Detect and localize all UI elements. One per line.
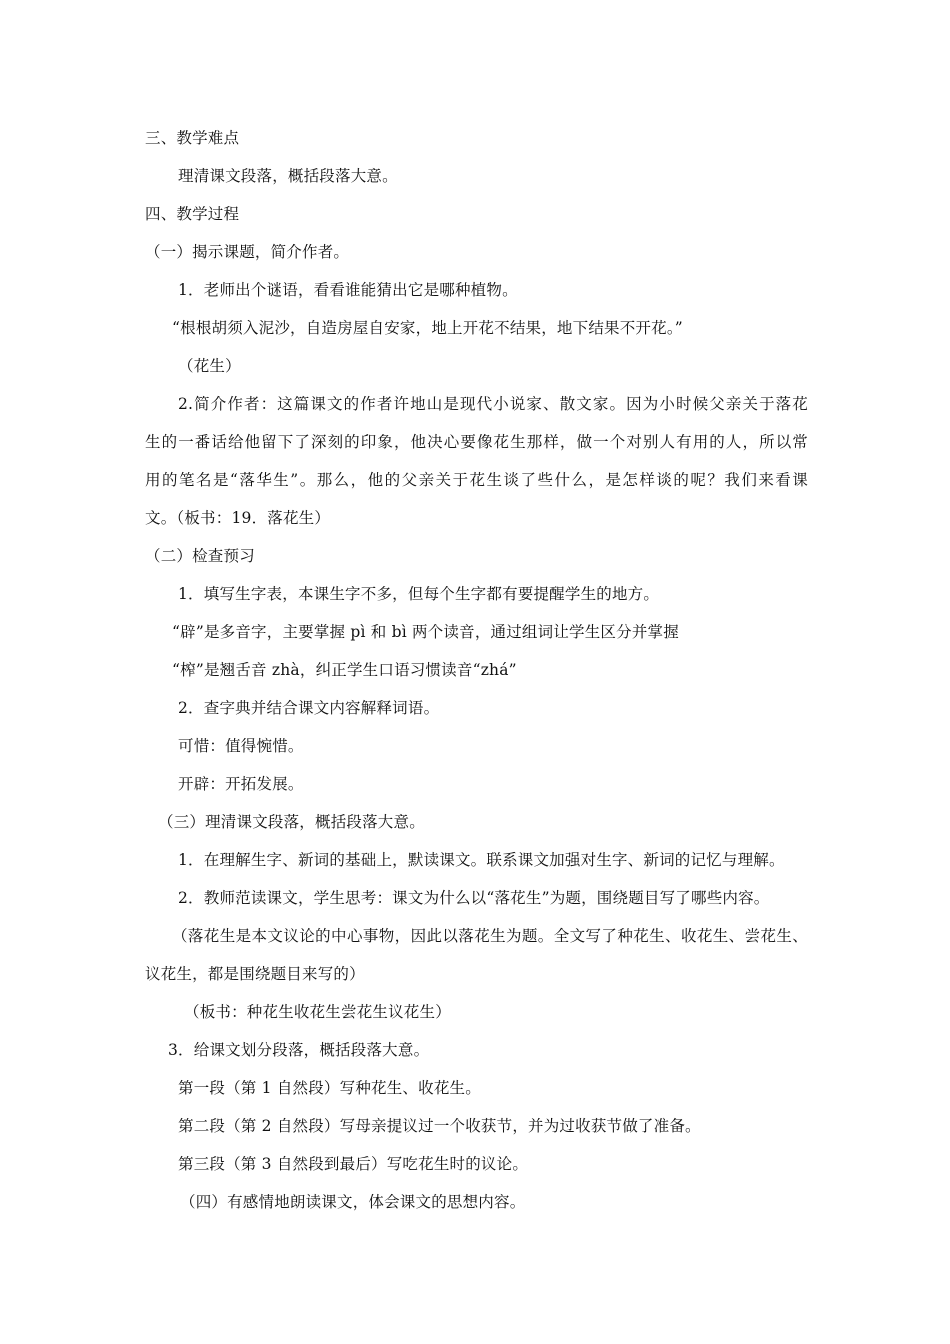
part2-item1: 1．填写生字表，本课生字不多，但每个生字都有要提醒学生的地方。 (178, 585, 660, 603)
part1-item1: 1．老师出个谜语，看看谁能猜出它是哪种植物。 (178, 281, 518, 299)
explain-line: （落花生是本文议论的中心事物，因此以落花生为题。全文写了种花生、收花生、尝花生、 (172, 927, 808, 945)
author-intro-line: 生的一番话给他留下了深刻的印象，他决心要像花生那样，做一个对别人有用的人，所以常 (145, 433, 808, 451)
note-pi: “辟”是多音字，主要掌握 pì 和 bì 两个读音，通过组词让学生区分并掌握 (172, 623, 679, 641)
section-heading-process: 四、教学过程 (145, 205, 240, 223)
part3-item3: 3．给课文划分段落，概括段落大意。 (168, 1041, 430, 1059)
paragraph-summary: 第一段（第 1 自然段）写种花生、收花生。 (178, 1079, 481, 1097)
paragraph-summary: 第二段（第 2 自然段）写母亲提议过一个收获节，并为过收获节做了准备。 (178, 1117, 701, 1135)
part1-heading: （一）揭示课题，简介作者。 (145, 243, 350, 261)
paragraph-summary: 第三段（第 3 自然段到最后）写吃花生时的议论。 (178, 1155, 529, 1173)
word-definition: 可惜：值得惋惜。 (178, 737, 304, 755)
part2-heading: （二）检查预习 (145, 547, 255, 565)
part3-item1: 1．在理解生字、新词的基础上，默读课文。联系课文加强对生字、新词的记忆与理解。 (178, 851, 785, 869)
part4-heading: （四）有感情地朗读课文，体会课文的思想内容。 (180, 1193, 526, 1211)
section-heading-difficulty: 三、教学难点 (145, 129, 240, 147)
part3-item2: 2．教师范读课文，学生思考：课文为什么以“落花生”为题，围绕题目写了哪些内容。 (178, 889, 770, 907)
author-intro-line: 2.简介作者：这篇课文的作者许地山是现代小说家、散文家。因为小时候父亲关于落花 (178, 395, 808, 413)
author-intro-line: 文。（板书：19．落花生） (145, 509, 331, 527)
part3-heading: （三）理清课文段落，概括段落大意。 (158, 813, 425, 831)
riddle-text: “根根胡须入泥沙，自造房屋自安家，地上开花不结果，地下结果不开花。” (172, 319, 683, 337)
author-intro-line: 用的笔名是“落华生”。那么，他的父亲关于花生谈了些什么，是怎样谈的呢？我们来看课 (145, 471, 808, 489)
explain-line: 议花生，都是围绕题目来写的） (145, 965, 365, 983)
riddle-answer: （花生） (178, 357, 241, 375)
word-definition: 开辟：开拓发展。 (178, 775, 304, 793)
difficulty-text: 理清课文段落，概括段落大意。 (178, 167, 398, 185)
part2-item2: 2．查字典并结合课文内容解释词语。 (178, 699, 440, 717)
note-zha: “榨”是翘舌音 zhà，纠正学生口语习惯读音“zhá” (172, 661, 517, 679)
board-summary: （板书：种花生收花生尝花生议花生） (184, 1003, 451, 1021)
